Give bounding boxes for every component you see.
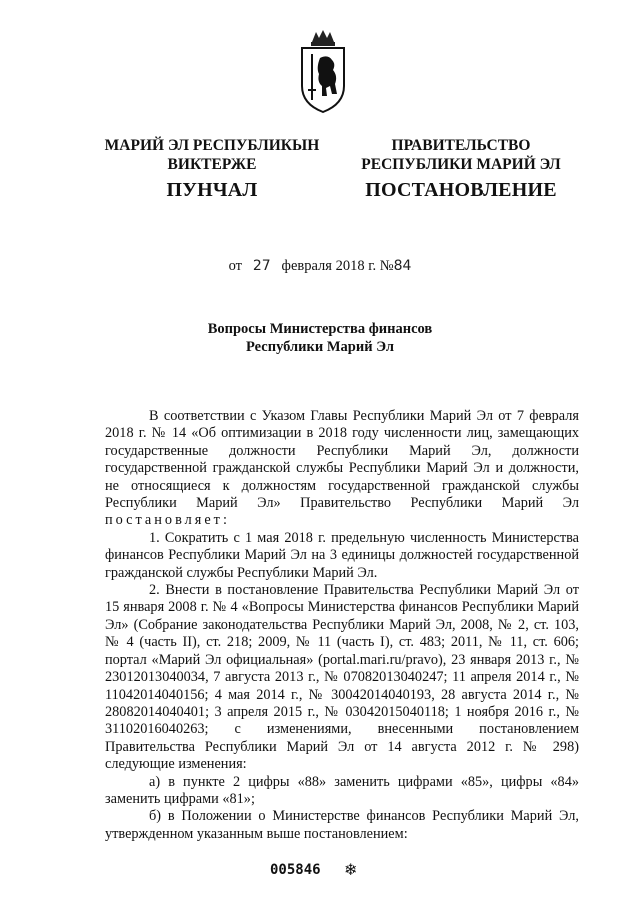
mari-el-coat-of-arms-icon (298, 28, 348, 114)
paragraph-subitem-b: б) в Положении о Министерстве финансов Республики Марий Эл, утвержденном указанным выше постановлением: (105, 808, 579, 842)
preamble-resolves: постановляет (105, 512, 223, 529)
form-serial-number: 005846 (270, 862, 321, 878)
org-name-mari-line2: ВИКТЕРЖЕ (167, 156, 257, 173)
date-prefix: от (228, 258, 242, 274)
title-line-1: Вопросы Министерства финансов (207, 321, 433, 337)
date-month-year: февраля 2018 г. (281, 258, 377, 274)
paragraph-item-2: 2. Внести в постановление Правительства Республики Марий Эл от 15 января 2008 г. № 4 «Вопросы Министерства финансов Республики Марий Эл» (Собрание законодательства Республики Марий Эл, 2008, № 2, ст. 103, № 4 (часть II), ст. 218; 2009, № 11 (часть I), ст. 483; 2011, № 11, ст. 606; портал «Марий Эл официальная» (portal.mari.ru/pravo), 23 января 2013 г., № 23012013040034, 7 августа 2013 г., № 07082013040247; 11 апреля 2014 г., № 11042014040156; 4 мая 2014 г., № 30042014040193, 28 августа 2014 г., № 28082014040401; 3 апреля 2015 г., № 03042015040118; 1 ноября 2016 г., № 31102016040263; с изменениями, внесенными постановлением Правительства Республики Марий Эл от 14 августа 2012 г. № 298) следующие изменения: (105, 582, 579, 773)
paragraph-subitem-a: а) в пункте 2 цифры «88» заменить цифрами «85», цифры «84» заменить цифрами «81»; (105, 773, 579, 807)
date-day: 27 (252, 258, 271, 274)
document-body (105, 408, 579, 843)
paragraph-item-1: 1. Сократить с 1 мая 2018 г. предельную численность Министерства финансов Республики Марий Эл на 3 единицы должностей государственной гражданской службы Республики Марий Эл. (105, 529, 579, 581)
document-title (0, 320, 640, 356)
preamble-text: В соответствии с Указом Главы Республики Марий Эл от 7 февраля 2018 г. № 14 «Об оптимизации в 2018 году численности лиц, замещающих государственные должности Республики Марий Эл, должности государственной гражданской службы Республики Марий Эл и должности, не относящиеся к должностям государственной гражданской службы Республики Марий Эл» Правительство Республики Марий Эл (105, 408, 579, 512)
org-name-russian-line2: РЕСПУБЛИКИ МАРИЙ ЭЛ (361, 156, 561, 173)
snowflake-icon: ❄ (344, 862, 358, 879)
preamble-colon: : (222, 512, 227, 529)
document-date-line (0, 258, 640, 275)
number-prefix: № (379, 258, 394, 274)
org-name-russian-line1: ПРАВИТЕЛЬСТВО (391, 137, 531, 154)
title-line-2: Республики Марий Эл (246, 339, 394, 355)
header-right-block (352, 136, 570, 202)
paragraph-preamble (105, 408, 579, 530)
doc-kind-russian: ПОСТАНОВЛЕНИЕ (365, 179, 557, 201)
org-name-mari-line1: МАРИЙ ЭЛ РЕСПУБЛИКЫН (104, 137, 320, 154)
header-left-block (92, 136, 332, 202)
doc-kind-mari: ПУНЧАЛ (166, 179, 258, 201)
document-number: 84 (393, 258, 412, 274)
